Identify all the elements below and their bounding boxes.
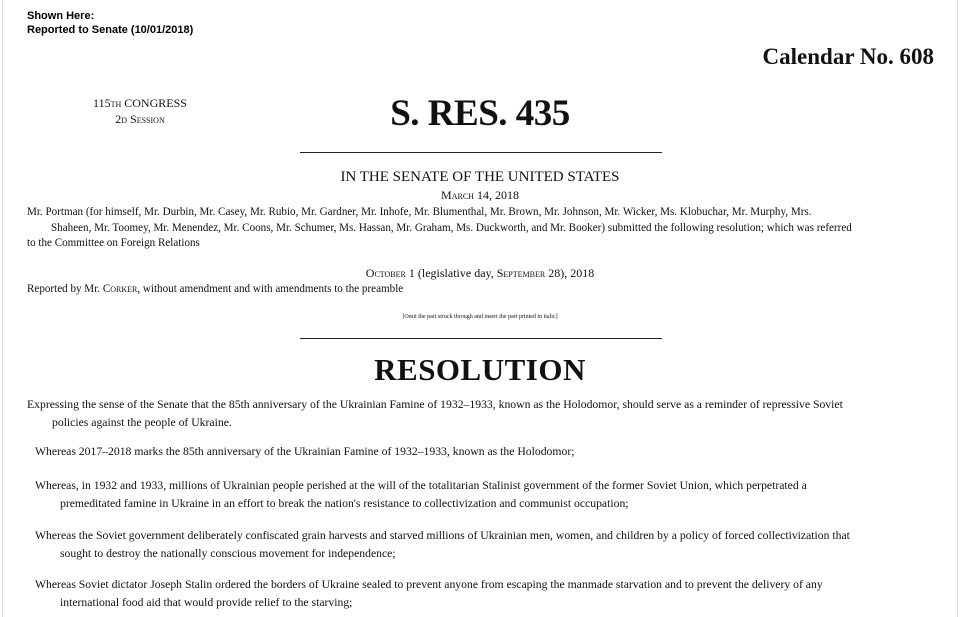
purpose-line-2: policies against the people of Ukraine.	[52, 416, 232, 429]
whereas-clause	[35, 576, 823, 612]
whereas-line-1: Whereas Soviet dictator Joseph Stalin ordered the borders of Ukraine sealed to prevent anyone from escaping the manmade starvation and to prevent the delivery of any	[35, 578, 823, 591]
version-info	[27, 9, 193, 37]
whereas-clause	[35, 527, 850, 563]
purpose-line-1: Expressing the sense of the Senate that the 85th anniversary of the Ukrainian Famine of 1932–1933, known as the Holodomor, should serve as a reminder of repressive Soviet	[27, 398, 843, 411]
calendar-number: Calendar No. 608	[762, 44, 934, 69]
reported-note: Reported to Senate (10/01/2018)	[27, 24, 194, 36]
sponsors-statement	[27, 205, 947, 252]
page-border-left	[2, 0, 3, 617]
whereas-line-1: Whereas the Soviet government deliberately confiscated grain harvests and starved millions of Ukrainian men, women, and children by a policy of forced collectivization that	[35, 529, 850, 542]
whereas-line-1: Whereas 2017–2018 marks the 85th anniversary of the Ukrainian Famine of 1932–1933, known as the Holodomor;	[35, 445, 575, 458]
whereas-clause	[35, 443, 574, 461]
introduction-date: March 14, 2018	[441, 188, 519, 202]
congress-line: 115th CONGRESS	[93, 96, 187, 110]
page-border-right	[957, 0, 958, 617]
divider-top	[300, 152, 662, 153]
resolution-heading: RESOLUTION	[374, 352, 586, 387]
sponsors-line-1: Mr. Portman (for himself, Mr. Durbin, Mr. Casey, Mr. Rubio, Mr. Gardner, Mr. Inhofe, Mr. Blumenthal, Mr. Brown, Mr. Johnson, Mr. Wicker, Ms. Klobuchar, Mr. Murphy, Mrs.	[27, 206, 812, 218]
whereas-line-2: sought to destroy the nationally conscious movement for independence;	[60, 547, 396, 560]
bill-number: S. RES. 435	[390, 93, 570, 134]
reported-by: Reported by Mr. Corker, without amendment and with amendments to the preamble	[27, 283, 404, 295]
purpose-paragraph	[27, 396, 843, 432]
shown-here-label: Shown Here:	[27, 10, 95, 22]
report-date: October 1 (legislative day, September 28), 2018	[365, 266, 595, 280]
omit-note: [Omit the part struck through and insert the part printed in italic]	[402, 314, 558, 320]
whereas-line-1: Whereas, in 1932 and 1933, millions of Ukrainian people perished at the will of the totalitarian Stalinist government of the former Soviet Union, which perpetrated a	[35, 479, 807, 492]
senate-title: IN THE SENATE OF THE UNITED STATES	[340, 169, 620, 185]
sponsors-line-2: Shaheen, Mr. Toomey, Mr. Menendez, Mr. Coons, Mr. Schumer, Ms. Hassan, Mr. Graham, Ms. Duckworth, and Mr. Booker) submitted the following resolution; which was referred	[51, 221, 852, 234]
divider-bottom	[300, 338, 662, 339]
sponsors-line-3: to the Committee on Foreign Relations	[27, 237, 200, 249]
congress-session-block	[60, 95, 220, 127]
whereas-line-2: premeditated famine in Ukraine in an effort to break the nation's resistance to collectivization and communist occupation;	[60, 497, 629, 510]
whereas-clause	[35, 477, 807, 513]
whereas-line-2: international food aid that would provide relief to the starving;	[60, 596, 353, 609]
session-line: 2d Session	[115, 112, 165, 126]
